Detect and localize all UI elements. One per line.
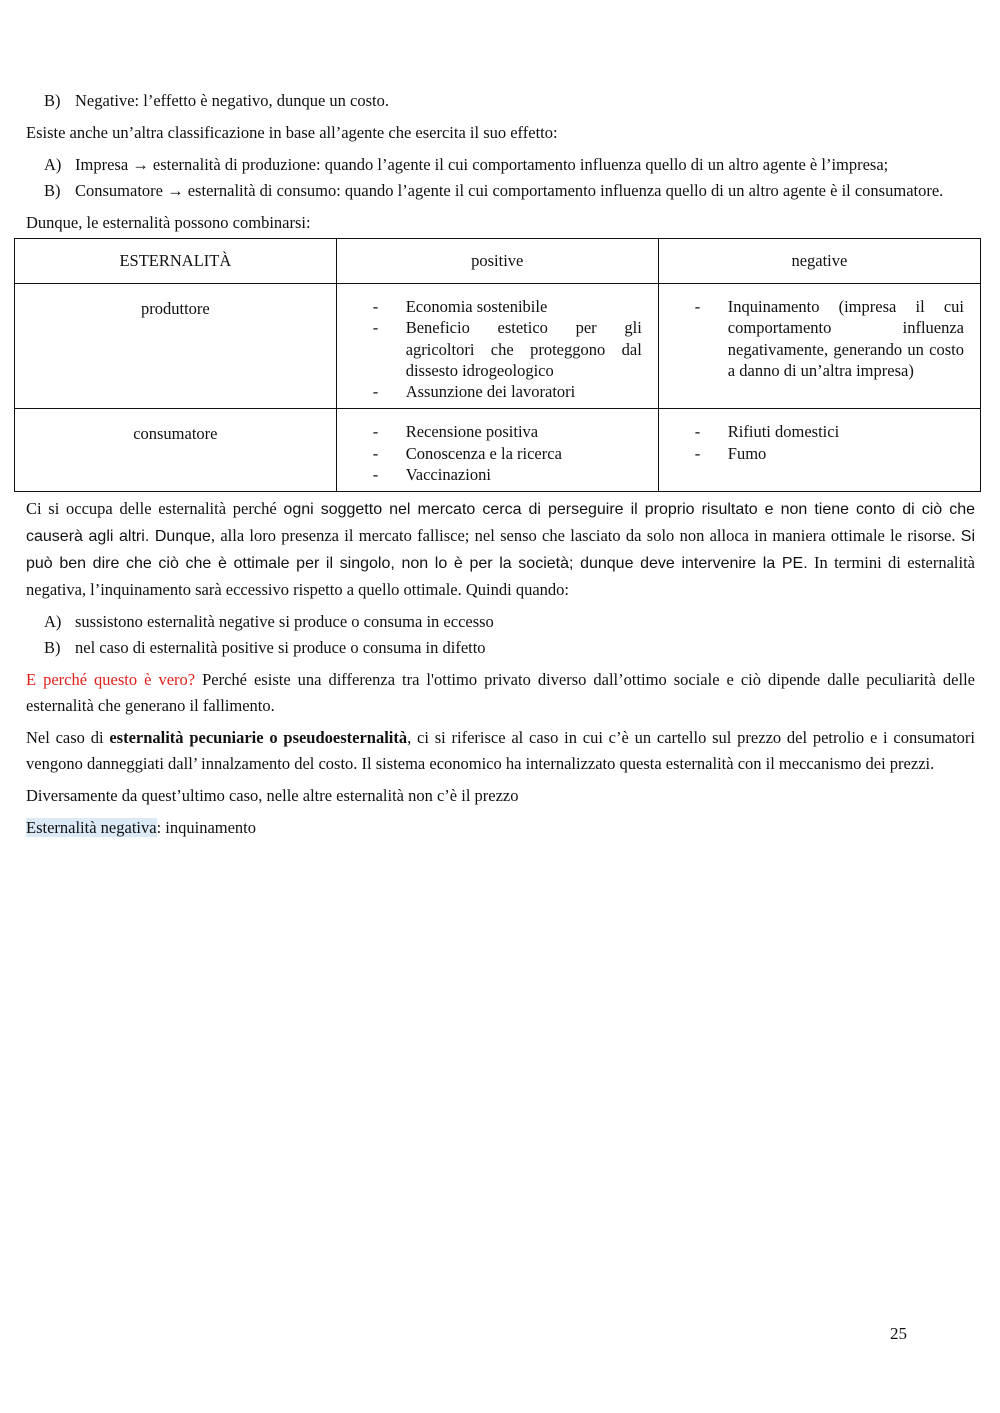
list-text: sussistono esternalità negative si produce o consuma in eccesso (75, 612, 494, 632)
list-item (373, 464, 642, 485)
list-text: nel caso di esternalità positive si produce o consuma in difetto (75, 638, 486, 658)
paragraph-combine: Dunque, le esternalità possono combinarsi: (26, 213, 311, 232)
bold-term: esternalità pecuniarie o pseudoesternalità (109, 728, 408, 748)
list-item (26, 635, 975, 661)
paragraph-why (26, 496, 975, 603)
list-item (373, 296, 642, 317)
text-span: ogni soggetto nel mercato cerca di perseguire il proprio risultato e non tiene conto di ciò che causerà agli altri. Dunque (26, 501, 975, 546)
externalities-table (14, 238, 981, 492)
list-marker: B) (44, 638, 61, 658)
list-item (695, 443, 964, 464)
bullet-dash: - (694, 422, 701, 442)
list-text: Vaccinazioni (405, 465, 491, 485)
text-span: , alla loro presenza il mercato fallisce; nel senso che lasciato da solo non alloca in maniera ottimale le risorse. (210, 526, 961, 546)
header-cell: ESTERNALITÀ (15, 239, 337, 284)
text-span: In termini di esternalità negativa, l’inquinamento sarà eccessivo rispetto a quello ottimale. Quindi quando: (26, 553, 976, 600)
bullet-dash: - (372, 443, 379, 463)
red-question: E perché questo è vero? (26, 670, 196, 690)
text-span: Ci si occupa delle esternalità perché (26, 499, 284, 519)
positive-cell (336, 409, 658, 492)
list-item (26, 152, 975, 178)
list-item (373, 421, 642, 442)
list-marker: B) (44, 181, 61, 200)
list-text: Negative: l’effetto è negativo, dunque un costo. (75, 91, 390, 110)
highlighted-term: Esternalità negativa (26, 818, 157, 838)
table-header-row (15, 239, 981, 284)
list-item (695, 421, 964, 442)
text-span: Si può ben dire che ciò che è ottimale per il singolo, non lo è per la società; dunque deve intervenire la PE. (26, 528, 975, 573)
header-cell: positive (336, 239, 658, 284)
paragraph-pecuniarie (26, 725, 975, 777)
text-span: Nel caso di (26, 728, 110, 748)
bullet-dash: - (372, 318, 379, 338)
list-text: Fumo (727, 443, 767, 463)
negative-cell (658, 409, 980, 492)
bullet-dash: - (372, 465, 379, 485)
list-item (373, 317, 642, 381)
row-label: produttore (15, 284, 337, 409)
document-page (26, 88, 975, 847)
list-text: Conoscenza e la ricerca (405, 443, 562, 463)
table-row-consumatore (15, 409, 981, 492)
page-number: 25 (890, 1324, 907, 1343)
paragraph-classification: Esiste anche un’altra classificazione in base all’agente che esercita il suo effetto: (26, 123, 558, 142)
text-span: , ci si riferisce al caso in cui c’è un cartello sul prezzo del petrolio e i consumatori vengono danneggiati dall’ innalzamento del costo. Il sistema economico ha internalizzato questa esternalità con il meccanismo dei prezzi. (26, 728, 975, 774)
list-marker: B) (44, 91, 61, 110)
list-text: Recensione positiva (405, 422, 539, 442)
list-item (26, 609, 975, 635)
list-text: Assunzione dei lavoratori (405, 382, 576, 402)
bullet-dash: - (694, 443, 701, 463)
cases-list (26, 609, 975, 661)
list-text: Economia sostenibile (405, 297, 548, 316)
paragraph-diversamente: Diversamente da quest’ultimo caso, nelle altre esternalità non c’è il prezzo (26, 786, 519, 806)
list-item-negative (26, 88, 975, 114)
text-span: : inquinamento (156, 818, 257, 838)
paragraph-negativa (26, 815, 975, 841)
list-item (373, 381, 642, 402)
agent-list (26, 152, 975, 204)
text-span: Perché esiste una differenza tra l'ottimo privato diverso dall’ottimo sociale e ciò dipende dalle peculiarità delle esternalità che generano il fallimento. (26, 670, 975, 716)
list-text: Rifiuti domestici (727, 422, 840, 442)
list-marker: A) (44, 612, 62, 632)
list-text: Inquinamento (impresa il cui comportamento influenza negativamente, generando un costo a danno di un’altra impresa) (727, 297, 964, 380)
bullet-dash: - (372, 422, 379, 442)
header-cell: negative (658, 239, 980, 284)
negative-cell (658, 284, 980, 409)
list-text: Consumatore → esternalità di consumo: quando l’agente il cui comportamento influenza quello di un altro agente è il consumatore. (75, 181, 944, 200)
list-item (695, 296, 964, 381)
table-row-produttore (15, 284, 981, 409)
bullet-dash: - (694, 297, 701, 316)
list-text: Impresa → esternalità di produzione: quando l’agente il cui comportamento influenza quello di un altro agente è l’impresa; (75, 155, 889, 174)
positive-cell (336, 284, 658, 409)
list-marker: A) (44, 155, 62, 174)
list-text: Beneficio estetico per gli agricoltori che proteggono dal dissesto idrogeologico (405, 318, 642, 380)
bullet-dash: - (372, 382, 379, 402)
list-item (26, 178, 975, 204)
row-label: consumatore (15, 409, 337, 492)
list-item (373, 443, 642, 464)
bullet-dash: - (372, 297, 379, 316)
paragraph-true (26, 667, 975, 719)
